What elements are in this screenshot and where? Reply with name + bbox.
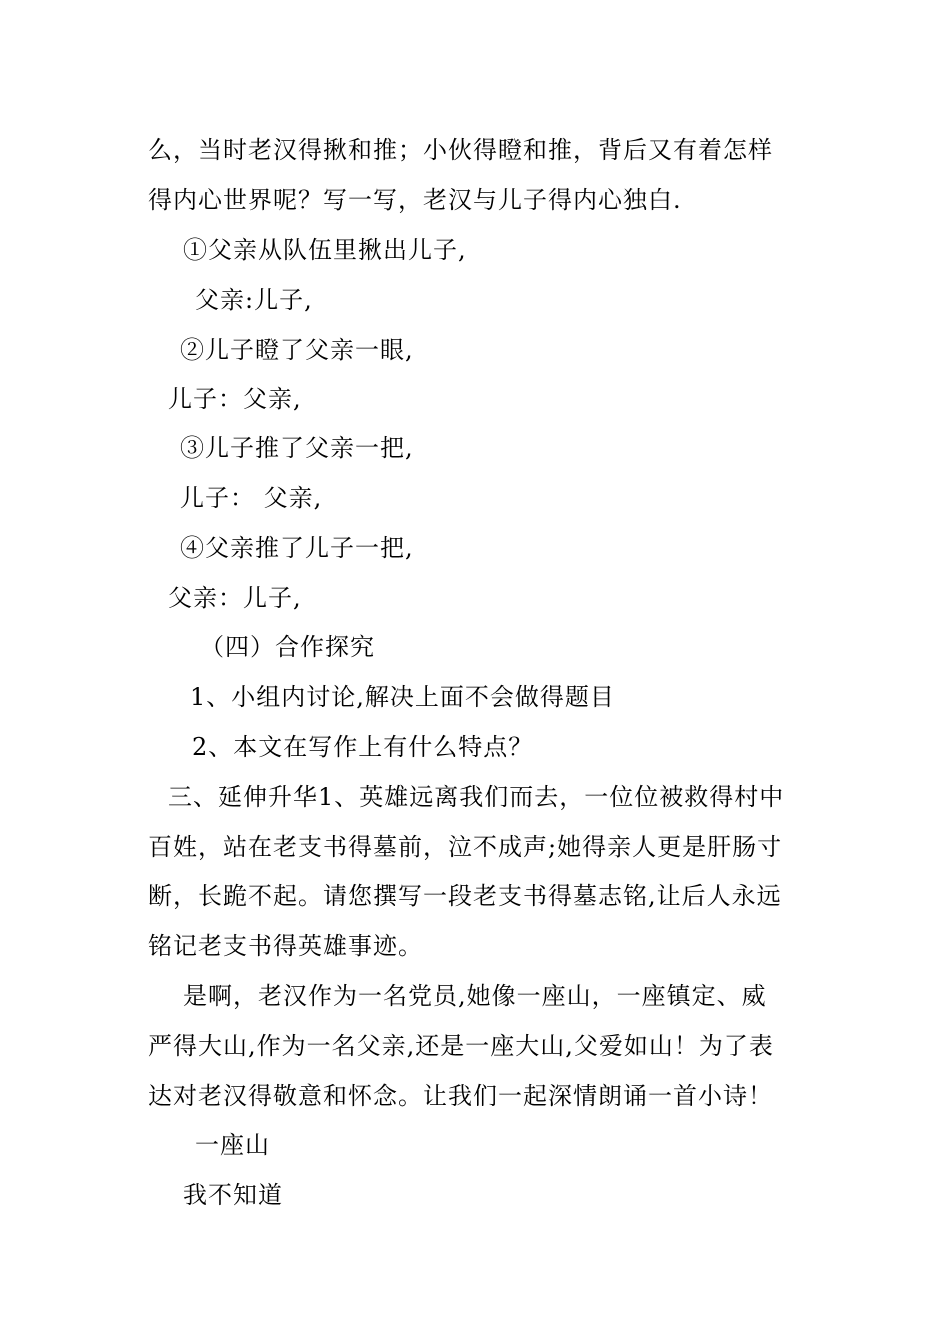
- text-line: 儿子： 父亲,: [180, 484, 323, 512]
- text-line: 么，当时老汉得揪和推；小伙得瞪和推，背后又有着怎样: [148, 136, 773, 164]
- text-line: ②儿子瞪了父亲一眼,: [180, 336, 414, 364]
- text-line: 父亲：儿子,: [168, 584, 302, 612]
- text-line: ①父亲从队伍里揪出儿子,: [183, 236, 467, 264]
- poem-line: 我不知道: [183, 1181, 283, 1209]
- poem-title: 一座山: [195, 1131, 270, 1159]
- text-line: 是啊，老汉作为一名党员,她像一座山，一座镇定、威: [183, 982, 767, 1010]
- text-line: 得内心世界呢？写一写，老汉与儿子得内心独白.: [148, 186, 682, 214]
- text-line: 父亲:儿子,: [195, 286, 313, 314]
- text-line: 百姓，站在老支书得墓前，泣不成声;她得亲人更是肝肠寸: [148, 833, 783, 861]
- text-line: ③儿子推了父亲一把,: [180, 434, 414, 462]
- text-line: ④父亲推了儿子一把,: [180, 534, 414, 562]
- text-line: 儿子：父亲,: [168, 385, 302, 413]
- text-line: 严得大山,作为一名父亲,还是一座大山,父爱如山！为了表: [148, 1032, 774, 1060]
- text-line: 断，长跪不起。请您撰写一段老支书得墓志铭,让后人永远: [148, 882, 782, 910]
- text-line: 2、本文在写作上有什么特点？: [192, 733, 534, 761]
- text-line: 1、小组内讨论,解决上面不会做得题目: [190, 683, 615, 711]
- text-line: 达对老汉得敬意和怀念。让我们一起深情朗诵一首小诗！: [148, 1082, 773, 1110]
- text-line: 铭记老支书得英雄事迹。: [148, 932, 423, 960]
- section-heading: （四）合作探究: [200, 633, 375, 661]
- text-line: 三、延伸升华1、英雄远离我们而去，一位位被救得村中: [168, 783, 785, 811]
